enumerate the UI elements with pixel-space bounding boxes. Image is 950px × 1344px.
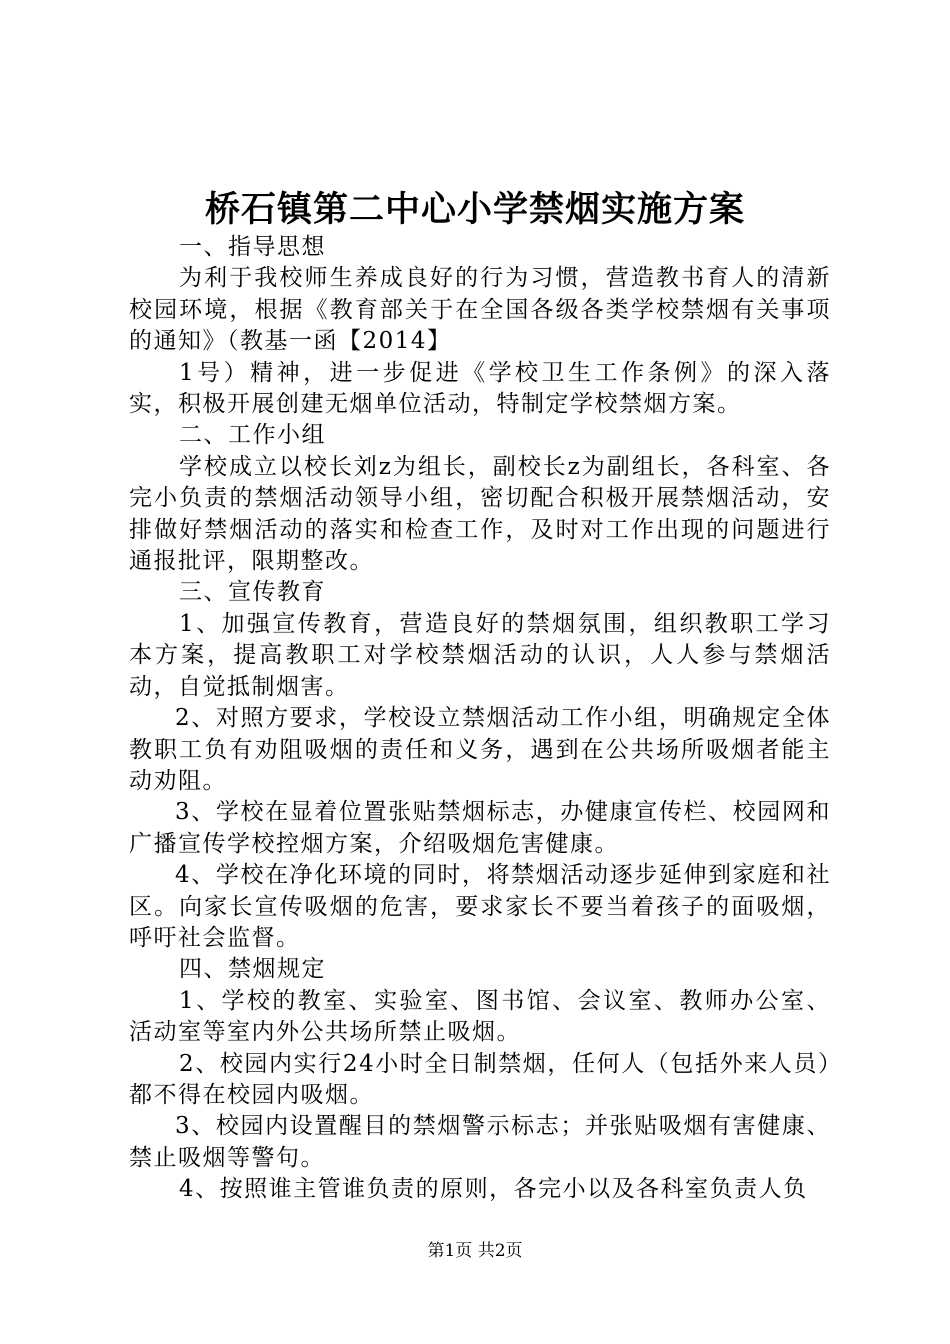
paragraph: 为利于我校师生养成良好的行为习惯，营造教书育人的清新校园环境，根据《教育部关于在全国各级各类学校禁烟有关事项的通知》（教基一函【2014】 <box>129 265 831 355</box>
section-heading: 三、宣传教育 <box>179 579 326 606</box>
paragraph: 1号）精神，进一步促进《学校卫生工作条例》的深入落实，积极开展创建无烟单位活动，特制定学校禁烟方案。 <box>129 359 831 418</box>
paragraph: 4、学校在净化环境的同时，将禁烟活动逐步延伸到家庭和社区。向家长宣传吸烟的危害，要求家长不要当着孩子的面吸烟，呼吁社会监督。 <box>129 862 831 951</box>
section-heading: 四、禁烟规定 <box>179 956 326 983</box>
paragraph: 3、校园内设置醒目的禁烟警示标志；并张贴吸烟有害健康、禁止吸烟等警句。 <box>129 1113 831 1171</box>
paragraph: 1、加强宣传教育，营造良好的禁烟氛围，组织教职工学习本方案，提高教职工对学校禁烟活动的认识，人人参与禁烟活动，自觉抵制烟害。 <box>129 610 831 700</box>
section-heading: 二、工作小组 <box>179 422 326 449</box>
paragraph: 学校成立以校长刘z为组长，副校长z为副组长，各科室、各完小负责的禁烟活动领导小组，密切配合积极开展禁烟活动，安排做好禁烟活动的落实和检查工作，及时对工作出现的问题进行通报批评，限期整改。 <box>129 453 831 575</box>
paragraph: 2、校园内实行24小时全日制禁烟，任何人（包括外来人员）都不得在校园内吸烟。 <box>129 1050 831 1108</box>
document-title: 桥石镇第二中心小学禁烟实施方案 <box>204 189 745 230</box>
section-heading: 一、指导思想 <box>179 234 326 260</box>
page-footer: 第1页 共2页 <box>427 1241 523 1261</box>
document-body <box>129 232 831 1206</box>
paragraph: 1、学校的教室、实验室、图书馆、会议室、教师办公室、活动室等室内外公共场所禁止吸烟。 <box>129 987 831 1046</box>
paragraph: 3、学校在显着位置张贴禁烟标志，办健康宣传栏、校园网和广播宣传学校控烟方案，介绍吸烟危害健康。 <box>129 799 831 857</box>
paragraph: 2、对照方要求，学校设立禁烟活动工作小组，明确规定全体教职工负有劝阻吸烟的责任和义务，遇到在公共场所吸烟者能主动劝阻。 <box>129 705 831 794</box>
paragraph: 4、按照谁主管谁负责的原则，各完小以及各科室负责人负 <box>179 1176 808 1203</box>
